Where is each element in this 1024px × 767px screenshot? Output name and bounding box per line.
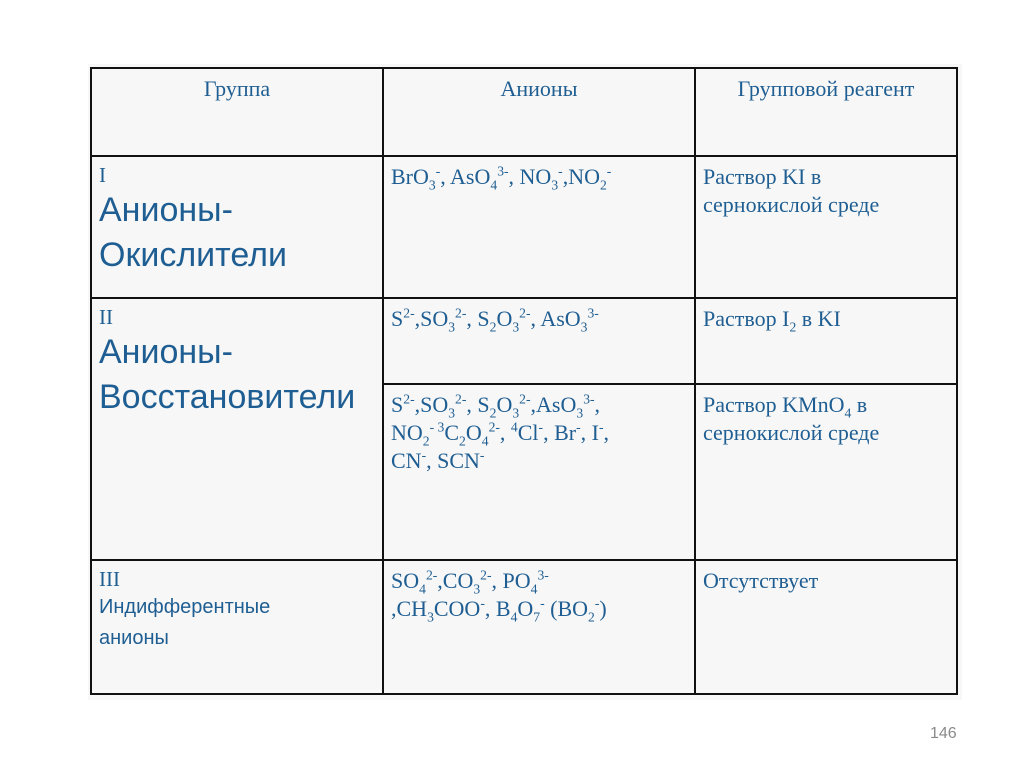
anion-formula: $O_3^{2-}$ [496,391,531,421]
anion-formula: $S^{2-}$ [391,391,415,417]
table-row [91,560,957,694]
reagent-cell [695,156,957,298]
anion-formula: $NO_2^{- 3}$ [391,419,445,449]
reagent-cell [695,298,957,384]
anion-formula: $SO_4^{2-}$ [391,567,438,597]
anion-groups-table [90,67,958,695]
anion-formula: , AsO$_3^{3-}$ [530,305,599,335]
reagent-line: сернокислой среде [703,192,880,218]
group-number: III [99,567,120,591]
reagent-line: Раствор $I_2$ в KI [703,306,841,335]
anions-cell [383,298,695,384]
anion-formula: CN- [391,447,427,474]
table-row [91,298,957,384]
anion-formula: $,SO_3^{2-}$ [414,305,467,335]
page-number: 146 [930,725,957,742]
table-row [91,156,957,298]
anion-formula: $S^{2-}$ [391,305,415,331]
reagent-line: Отсутствует [703,568,819,593]
anion-formula: $O_7^-$ [517,595,545,625]
anions-cell [383,156,695,298]
anion-formula: $O_3^{2-}$ [496,305,531,335]
group-number: I [99,163,106,187]
group-cell [91,156,383,298]
reagent-cell [695,560,957,694]
anion-formula: $O_4^{2-}$ [465,419,500,449]
anion-formula: , $B_4$ [484,596,518,625]
group-number: II [99,305,113,329]
anion-formula: BrO$_3$- [391,163,441,193]
anion-formula: $C_2$ [444,420,466,449]
anion-formula: ,AsO$_3^{3-}$ [530,391,595,421]
anion-formula: , SCN- [426,447,485,474]
anion-formula: , $NO_3^-$ [508,163,563,193]
anion-formula: $,CH_3$ [391,596,434,625]
anion-formula: , I- [580,419,604,446]
reagent-line: Раствор KMnO$_4$ в [703,392,868,421]
anion-formula: $,NO_2^-$ [562,163,612,193]
reagent-line: сернокислой среде [703,420,880,446]
header-reagent: Групповой реагент [695,68,957,156]
group-cell [91,560,383,694]
anion-formula: Cl- [517,419,544,446]
anion-formula: , $PO_4^{3-}$ [491,567,549,597]
group-name: Анионы-Окислители [99,191,287,275]
reagent-cell [695,384,957,560]
group-cell [91,298,383,560]
anion-formula: $,CO_3^{2-}$ [437,567,492,597]
anion-formula: , AsO$_4^{3-}$ [440,163,509,193]
anion-formula: $,SO_3^{2-}$ [414,391,467,421]
table-header-row [91,68,957,156]
anion-formula: , $^4$ [499,419,518,446]
header-group: Группа [91,68,383,156]
anions-cell: $SO_4^{2-},CO_3^{2-}$, $PO_4^{3-}$ $,CH_3COO^-$, $B_4O_7^-$ $(BO_2^-)$ [383,560,695,694]
anions-cell: $S^{2-},SO_3^{2-}$, $S_2O_3^{2-},AsO_3^{3-}$, $NO_2^{- 3}C_2O_4^{2-}$, $^4$Cl-, Br-, I-, CN-, SCN- [383,384,695,560]
header-anions: Анионы [383,68,695,156]
anion-formula: COO- [433,595,485,622]
reagent-line: Раствор KI в [703,164,822,189]
anion-formula: , $S_2$ [466,306,497,335]
anion-formula: ($BO_2^-$ [544,595,600,625]
group-name: Индифферентные анионы [99,596,271,650]
anion-formula: , Br- [543,419,581,446]
group-name: Анионы-Восстановители [99,333,356,417]
anion-formula: , $S_2$ [466,392,497,421]
